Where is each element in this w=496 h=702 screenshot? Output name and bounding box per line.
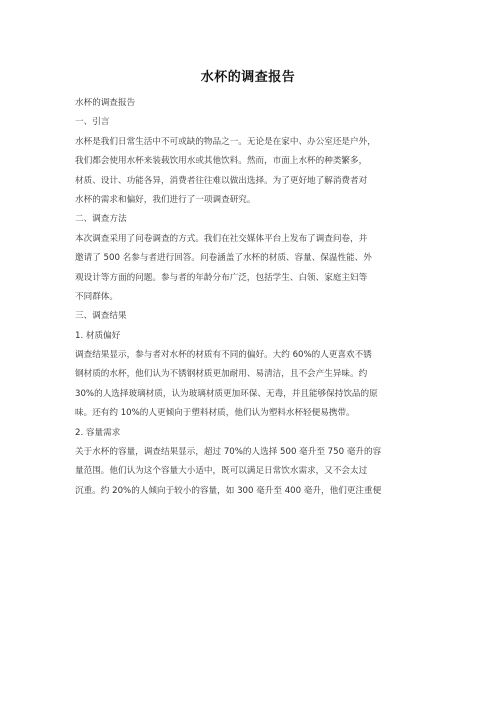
- subheading-material: 1. 材质偏好: [75, 330, 121, 341]
- document-title: 水杯的调查报告: [200, 70, 296, 85]
- paragraph-line: 30%的人选择玻璃材质，认为玻璃材质更加环保、无毒，并且能够保持饮品的原: [75, 388, 378, 399]
- paragraph-line: 观设计等方面的问题。参与者的年龄分布广泛，包括学生、白领、家庭主妇等: [75, 272, 368, 283]
- paragraph-line: 邀请了 500 名参与者进行回答。问卷涵盖了水杯的材质、容量、保温性能、外: [75, 253, 372, 264]
- document-body: [75, 94, 455, 501]
- paragraph-line: 本次调查采用了问卷调查的方式。我们在社交媒体平台上发布了调查问卷，并: [75, 233, 368, 244]
- section-heading-method: 二、调查方法: [75, 214, 127, 225]
- paragraph-line: 调查结果显示，参与者对水杯的材质有不同的偏好。大约 60%的人更喜欢不锈: [75, 350, 372, 361]
- paragraph-line: 量范围。他们认为这个容量大小适中，既可以满足日常饮水需求，又不会太过: [75, 466, 368, 477]
- paragraph-line: 味。还有约 10%的人更倾向于塑料材质，他们认为塑料水杯轻便易携带。: [75, 408, 355, 419]
- subheading-capacity: 2. 容量需求: [75, 427, 121, 438]
- paragraph-line: 材质、设计、功能各异，消费者往往难以做出选择。为了更好地了解消费者对: [75, 175, 368, 186]
- paragraph-line: 沉重。约 20%的人倾向于较小的容量，如 300 毫升至 400 毫升，他们更注重便: [75, 485, 382, 496]
- section-heading-intro: 一、引言: [75, 117, 110, 128]
- subtitle-line: 水杯的调查报告: [75, 98, 136, 108]
- paragraph-line: 水杯是我们日常生活中不可或缺的物品之一。无论是在家中、办公室还是户外，: [75, 136, 376, 147]
- paragraph-line: 我们都会使用水杯来装载饮用水或其他饮料。然而，市面上水杯的种类繁多，: [75, 156, 368, 167]
- paragraph-line: 关于水杯的容量，调查结果显示，超过 70%的人选择 500 毫升至 750 毫升的容: [75, 447, 382, 458]
- paragraph-line: 不同群体。: [75, 291, 118, 302]
- section-heading-results: 三、调查结果: [75, 311, 127, 322]
- paragraph-line: 钢材质的水杯，他们认为不锈钢材质更加耐用、易清洁，且不会产生异味。约: [75, 369, 368, 380]
- paragraph-line: 水杯的需求和偏好，我们进行了一项调查研究。: [75, 194, 256, 205]
